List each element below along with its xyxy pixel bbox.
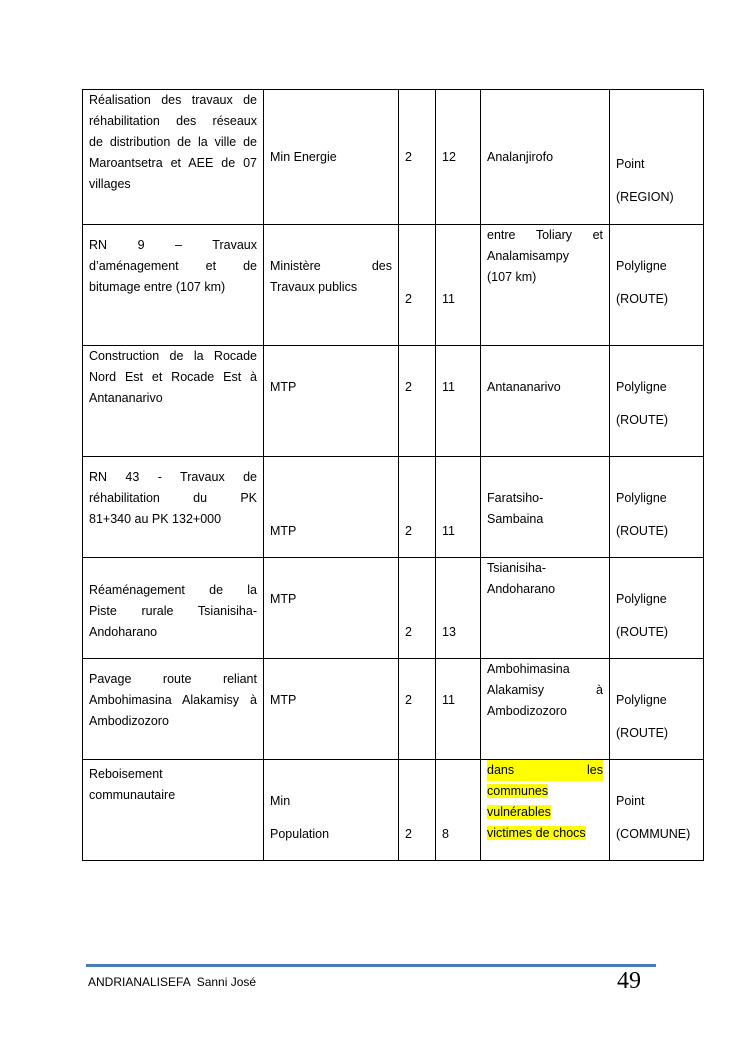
value-b: 12 bbox=[442, 149, 456, 164]
geometry-type: Point bbox=[616, 794, 645, 808]
geometry-level: (ROUTE) bbox=[616, 524, 669, 538]
ministry-cell bbox=[264, 659, 399, 760]
page-number: 49 bbox=[617, 968, 641, 994]
location-text: Antananarivo bbox=[487, 380, 561, 394]
ministry-text: Min bbox=[270, 794, 291, 808]
project-line: RN 43 - Travaux de bbox=[89, 470, 257, 484]
value-b-cell bbox=[436, 457, 481, 558]
table-row bbox=[83, 457, 704, 558]
ministry-text: MTP bbox=[270, 693, 297, 707]
value-b-cell bbox=[436, 90, 481, 225]
project-cell bbox=[83, 90, 264, 225]
location-text: Tsianisiha- bbox=[487, 561, 547, 575]
location-cell bbox=[481, 346, 610, 457]
location-cell bbox=[481, 90, 610, 225]
geometry-cell bbox=[610, 90, 704, 225]
project-line: bitumage entre (107 km) bbox=[89, 280, 226, 294]
project-line: de distribution de la ville de bbox=[89, 135, 257, 149]
geometry-cell bbox=[610, 225, 704, 346]
project-line: Réalisation des travaux de bbox=[89, 93, 257, 107]
project-line: Maroantsetra et AEE de 07 bbox=[89, 156, 257, 170]
project-line: Piste rurale Tsianisiha- bbox=[89, 604, 257, 618]
ministry-text: Min Energie bbox=[270, 149, 337, 164]
ministry-text: MTP bbox=[270, 524, 297, 538]
value-a-cell bbox=[399, 90, 436, 225]
value-b-cell bbox=[436, 346, 481, 457]
geometry-type: Polyligne bbox=[616, 259, 667, 273]
geometry-type: Polyligne bbox=[616, 693, 667, 707]
value-a: 2 bbox=[405, 292, 412, 306]
project-line: Réaménagement de la bbox=[89, 583, 257, 597]
value-b: 8 bbox=[442, 827, 449, 841]
geometry-type: Polyligne bbox=[616, 491, 667, 505]
value-a: 2 bbox=[405, 149, 412, 164]
value-b-cell bbox=[436, 659, 481, 760]
projects-table bbox=[82, 89, 704, 861]
ministry-cell bbox=[264, 558, 399, 659]
project-line: Nord Est et Rocade Est à bbox=[89, 370, 257, 384]
ministry-text: Population bbox=[270, 827, 330, 841]
value-b: 11 bbox=[442, 693, 455, 707]
project-line: villages bbox=[89, 177, 131, 191]
ministry-cell bbox=[264, 90, 399, 225]
project-line: réhabilitation du PK bbox=[89, 491, 257, 505]
location-cell bbox=[481, 760, 610, 861]
value-b: 11 bbox=[442, 292, 455, 306]
project-line: RN 9 – Travaux bbox=[89, 238, 257, 252]
geometry-level: (ROUTE) bbox=[616, 413, 669, 427]
geometry-level: (ROUTE) bbox=[616, 726, 669, 740]
project-cell bbox=[83, 346, 264, 457]
project-line: Construction de la Rocade bbox=[89, 349, 257, 363]
geometry-cell bbox=[610, 659, 704, 760]
footer-author: ANDRIANALISEFA Sanni José bbox=[88, 975, 257, 989]
project-line: Pavage route reliant bbox=[89, 672, 257, 686]
value-a: 2 bbox=[405, 524, 412, 538]
geometry-level: (REGION) bbox=[616, 190, 674, 204]
ministry-cell bbox=[264, 457, 399, 558]
ministry-text: Travaux publics bbox=[270, 280, 358, 294]
value-a: 2 bbox=[405, 827, 412, 841]
project-line: Antananarivo bbox=[89, 391, 163, 405]
geometry-level: (ROUTE) bbox=[616, 292, 669, 306]
value-b: 13 bbox=[442, 625, 456, 639]
ministry-cell bbox=[264, 760, 399, 861]
geometry-type: Polyligne bbox=[616, 592, 667, 606]
location-cell bbox=[481, 659, 610, 760]
table-row bbox=[83, 558, 704, 659]
geometry-type: Polyligne bbox=[616, 380, 667, 394]
project-cell bbox=[83, 659, 264, 760]
value-a-cell bbox=[399, 346, 436, 457]
ministry-cell bbox=[264, 346, 399, 457]
ministry-text: MTP bbox=[270, 380, 297, 394]
location-text: Ambohimasina bbox=[487, 662, 570, 676]
value-a-cell bbox=[399, 760, 436, 861]
location-cell bbox=[481, 225, 610, 346]
ministry-text: MTP bbox=[270, 592, 297, 606]
value-a: 2 bbox=[405, 693, 412, 707]
table-row bbox=[83, 225, 704, 346]
table-row bbox=[83, 659, 704, 760]
location-cell bbox=[481, 457, 610, 558]
value-a-cell bbox=[399, 659, 436, 760]
value-a-cell bbox=[399, 558, 436, 659]
location-text: Sambaina bbox=[487, 512, 544, 526]
location-text: entre Toliary et bbox=[487, 228, 603, 242]
value-b-cell bbox=[436, 225, 481, 346]
project-cell bbox=[83, 225, 264, 346]
project-line: Ambodizozoro bbox=[89, 714, 169, 728]
geometry-cell bbox=[610, 457, 704, 558]
value-b: 11 bbox=[442, 380, 455, 394]
value-b: 11 bbox=[442, 524, 455, 538]
location-text: Alakamisy à bbox=[487, 683, 603, 697]
project-line: communautaire bbox=[89, 788, 176, 802]
ministry-text: Ministère des bbox=[270, 259, 392, 273]
table-row bbox=[83, 760, 704, 861]
project-cell bbox=[83, 457, 264, 558]
ministry-cell bbox=[264, 225, 399, 346]
geometry-cell bbox=[610, 760, 704, 861]
highlighted-location-text: vulnérables bbox=[487, 805, 551, 819]
value-a: 2 bbox=[405, 380, 412, 394]
value-a-cell bbox=[399, 457, 436, 558]
highlighted-location-text: victimes de chocs bbox=[487, 826, 586, 840]
table-row bbox=[83, 346, 704, 457]
location-text: Analanjirofo bbox=[487, 149, 554, 164]
value-a-cell bbox=[399, 225, 436, 346]
geometry-cell bbox=[610, 558, 704, 659]
geometry-level: (COMMUNE) bbox=[616, 827, 691, 841]
geometry-type: Point bbox=[616, 157, 645, 171]
value-a: 2 bbox=[405, 625, 412, 639]
location-text: Andoharano bbox=[487, 582, 556, 596]
project-line: Ambohimasina Alakamisy à bbox=[89, 693, 257, 707]
location-text: Analamisampy bbox=[487, 249, 569, 263]
project-cell bbox=[83, 760, 264, 861]
location-text: Faratsiho- bbox=[487, 491, 544, 505]
table-row bbox=[83, 90, 704, 225]
geometry-level: (ROUTE) bbox=[616, 625, 669, 639]
highlighted-location-text: communes bbox=[487, 784, 549, 798]
project-line: Reboisement bbox=[89, 767, 163, 781]
location-cell bbox=[481, 558, 610, 659]
project-line: Andoharano bbox=[89, 625, 158, 639]
value-b-cell bbox=[436, 760, 481, 861]
footer-divider bbox=[86, 964, 656, 967]
project-line: d’aménagement et de bbox=[89, 259, 257, 273]
project-cell bbox=[83, 558, 264, 659]
geometry-cell bbox=[610, 346, 704, 457]
project-line: 81+340 au PK 132+000 bbox=[89, 512, 222, 526]
value-b-cell bbox=[436, 558, 481, 659]
highlighted-location-text: dans les bbox=[487, 760, 603, 781]
project-line: réhabilitation des réseaux bbox=[89, 114, 257, 128]
location-text: Ambodizozoro bbox=[487, 704, 567, 718]
location-text: (107 km) bbox=[487, 270, 537, 284]
